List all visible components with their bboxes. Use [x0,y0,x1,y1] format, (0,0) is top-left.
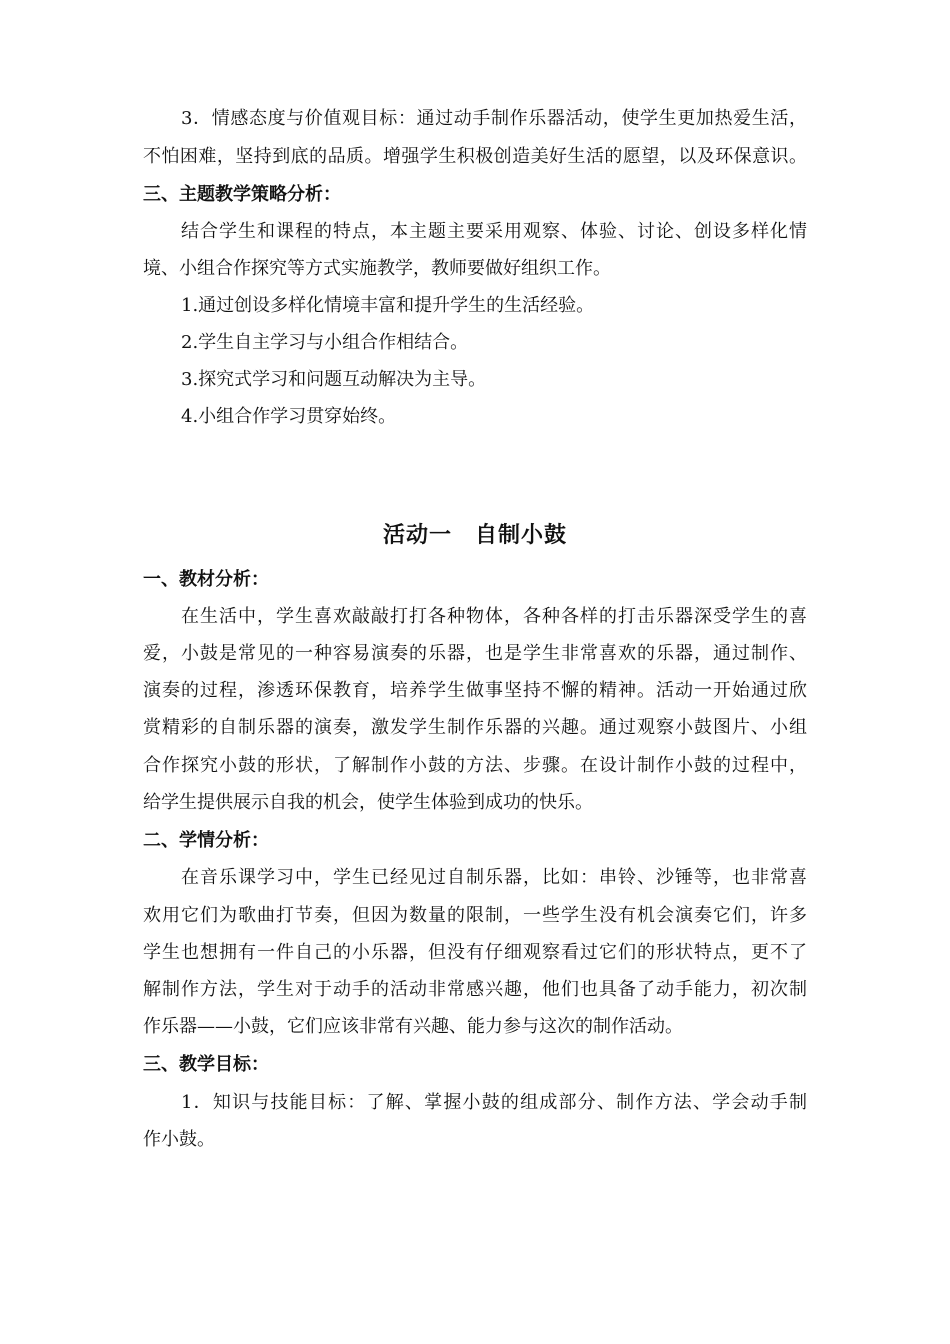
materials-line-5: 合作探究小鼓的形状，了解制作小鼓的方法、步骤。在设计制作小鼓的过程中， [143,755,807,776]
materials-line-6: 给学生提供展示自我的机会，使学生体验到成功的快乐。 [143,792,593,813]
goals-line-1: 1．知识与技能目标：了解、掌握小鼓的组成部分、制作方法、学会动手制 [181,1092,807,1113]
strategy-intro-line-1: 结合学生和课程的特点，本主题主要采用观察、体验、讨论、创设多样化情 [181,221,807,242]
strategy-item-4: 4.小组合作学习贯穿始终。 [181,406,397,427]
strategy-item-3: 3.探究式学习和问题互动解决为主导。 [181,369,487,390]
materials-line-1: 在生活中，学生喜欢敲敲打打各种物体，各种各样的打击乐器深受学生的喜 [181,606,807,627]
activity-title: 活动一 自制小鼓 [382,523,567,548]
students-line-2: 欢用它们为歌曲打节奏，但因为数量的限制，一些学生没有机会演奏它们，许多 [143,905,807,926]
goal3-line-1: 3．情感态度与价值观目标：通过动手制作乐器活动，使学生更加热爱生活， [181,108,807,129]
strategy-item-1: 1.通过创设多样化情境丰富和提升学生的生活经验。 [181,295,595,316]
goals-heading: 三、教学目标： [143,1054,269,1075]
materials-line-4: 赏精彩的自制乐器的演奏，激发学生制作乐器的兴趣。通过观察小鼓图片、小组 [143,717,807,738]
materials-heading: 一、教材分析： [143,569,269,590]
students-line-3: 学生也想拥有一件自己的小乐器，但没有仔细观察看过它们的形状特点，更不了 [143,942,807,963]
students-heading: 二、学情分析： [143,830,269,851]
strategy-heading: 三、主题教学策略分析： [143,184,341,205]
students-line-4: 解制作方法，学生对于动手的活动非常感兴趣，他们也具备了动手能力，初次制 [143,979,807,1000]
goal3-line-2: 不怕困难，坚持到底的品质。增强学生积极创造美好生活的愿望，以及环保意识。 [143,146,807,167]
strategy-intro-line-2: 境、小组合作探究等方式实施教学，教师要做好组织工作。 [143,258,611,279]
materials-line-3: 演奏的过程，渗透环保教育，培养学生做事坚持不懈的精神。活动一开始通过欣 [143,680,807,701]
materials-line-2: 爱，小鼓是常见的一种容易演奏的乐器，也是学生非常喜欢的乐器，通过制作、 [143,643,807,664]
strategy-item-2: 2.学生自主学习与小组合作相结合。 [181,332,469,353]
students-line-1: 在音乐课学习中，学生已经见过自制乐器，比如：串铃、沙锤等，也非常喜 [181,867,807,888]
students-line-5: 作乐器——小鼓，它们应该非常有兴趣、能力参与这次的制作活动。 [143,1016,683,1037]
goals-line-2: 作小鼓。 [143,1129,215,1150]
